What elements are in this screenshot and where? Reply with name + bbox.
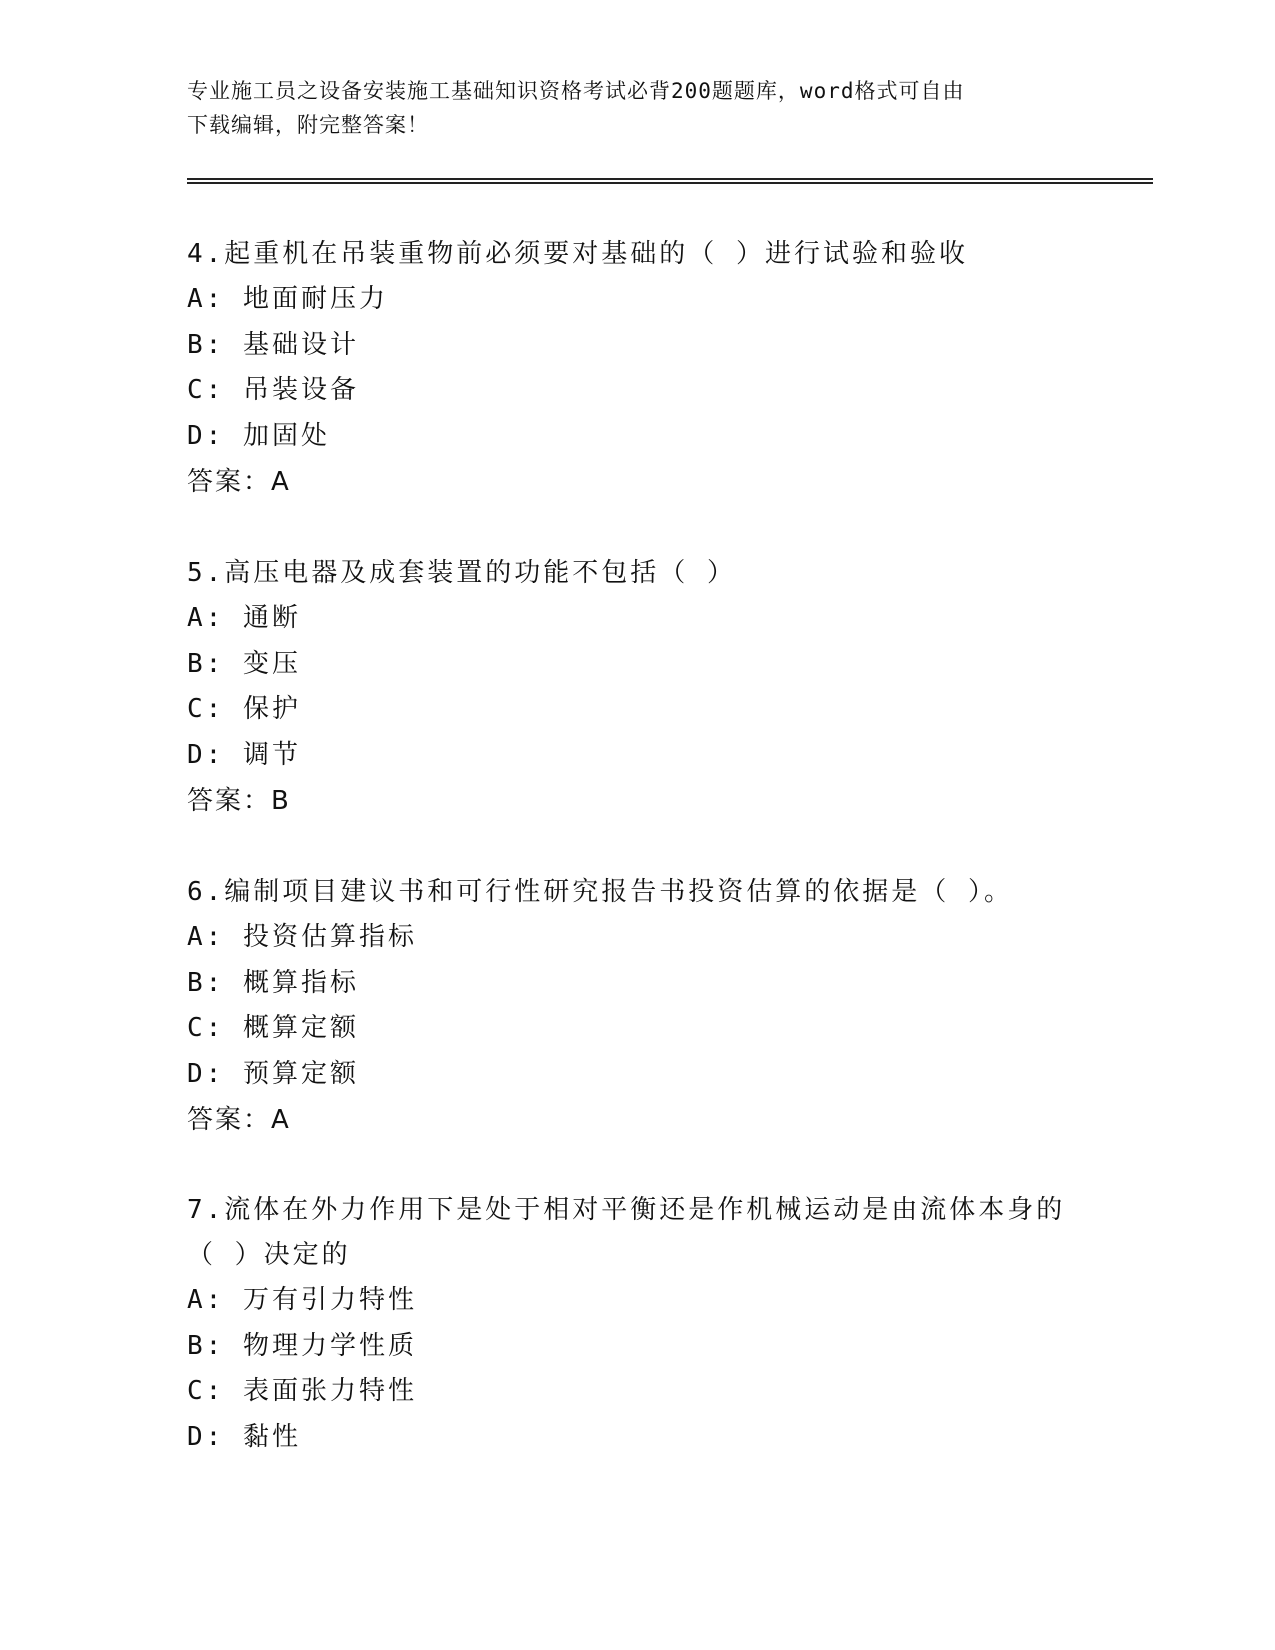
question-text: 5.高压电器及成套装置的功能不包括（ ） (187, 558, 736, 588)
document-header (187, 74, 1087, 142)
option-c: C: 吊装设备 (187, 375, 359, 405)
question-4 (187, 232, 1087, 505)
option-c: C: 保护 (187, 694, 301, 724)
question-text-line-1: 7.流体在外力作用下是处于相对平衡还是作机械运动是由流体本身的 (187, 1195, 1066, 1225)
question-text: 6.编制项目建议书和可行性研究报告书投资估算的依据是（ ）。 (187, 877, 1013, 907)
option-a: A: 万有引力特性 (187, 1285, 417, 1315)
header-line-1: 专业施工员之设备安装施工基础知识资格考试必背200题题库，word格式可自由 (187, 79, 965, 103)
question-5 (187, 551, 1087, 824)
header-divider-top (187, 178, 1153, 180)
question-text: 4.起重机在吊装重物前必须要对基础的（ ）进行试验和验收 (187, 239, 968, 269)
option-d: D: 黏性 (187, 1421, 301, 1452)
question-7 (187, 1188, 1087, 1460)
answer-label: 答案：B (187, 786, 291, 816)
header-divider-bottom (187, 182, 1153, 184)
option-b: B: 物理力学性质 (187, 1330, 417, 1361)
option-b: B: 概算指标 (187, 967, 359, 998)
option-d: D: 调节 (187, 739, 301, 770)
option-a: A: 地面耐压力 (187, 284, 388, 314)
question-text-line-2: （ ）决定的 (187, 1240, 351, 1270)
answer-label: 答案：A (187, 467, 291, 497)
option-d: D: 加固处 (187, 420, 330, 451)
option-b: B: 变压 (187, 648, 301, 679)
option-c: C: 概算定额 (187, 1013, 359, 1043)
option-a: A: 投资估算指标 (187, 922, 417, 952)
header-line-2: 下载编辑，附完整答案！ (187, 113, 429, 137)
answer-label: 答案：A (187, 1105, 291, 1135)
question-6 (187, 870, 1087, 1143)
option-c: C: 表面张力特性 (187, 1376, 417, 1406)
option-a: A: 通断 (187, 603, 301, 633)
option-b: B: 基础设计 (187, 329, 359, 360)
option-d: D: 预算定额 (187, 1058, 359, 1089)
